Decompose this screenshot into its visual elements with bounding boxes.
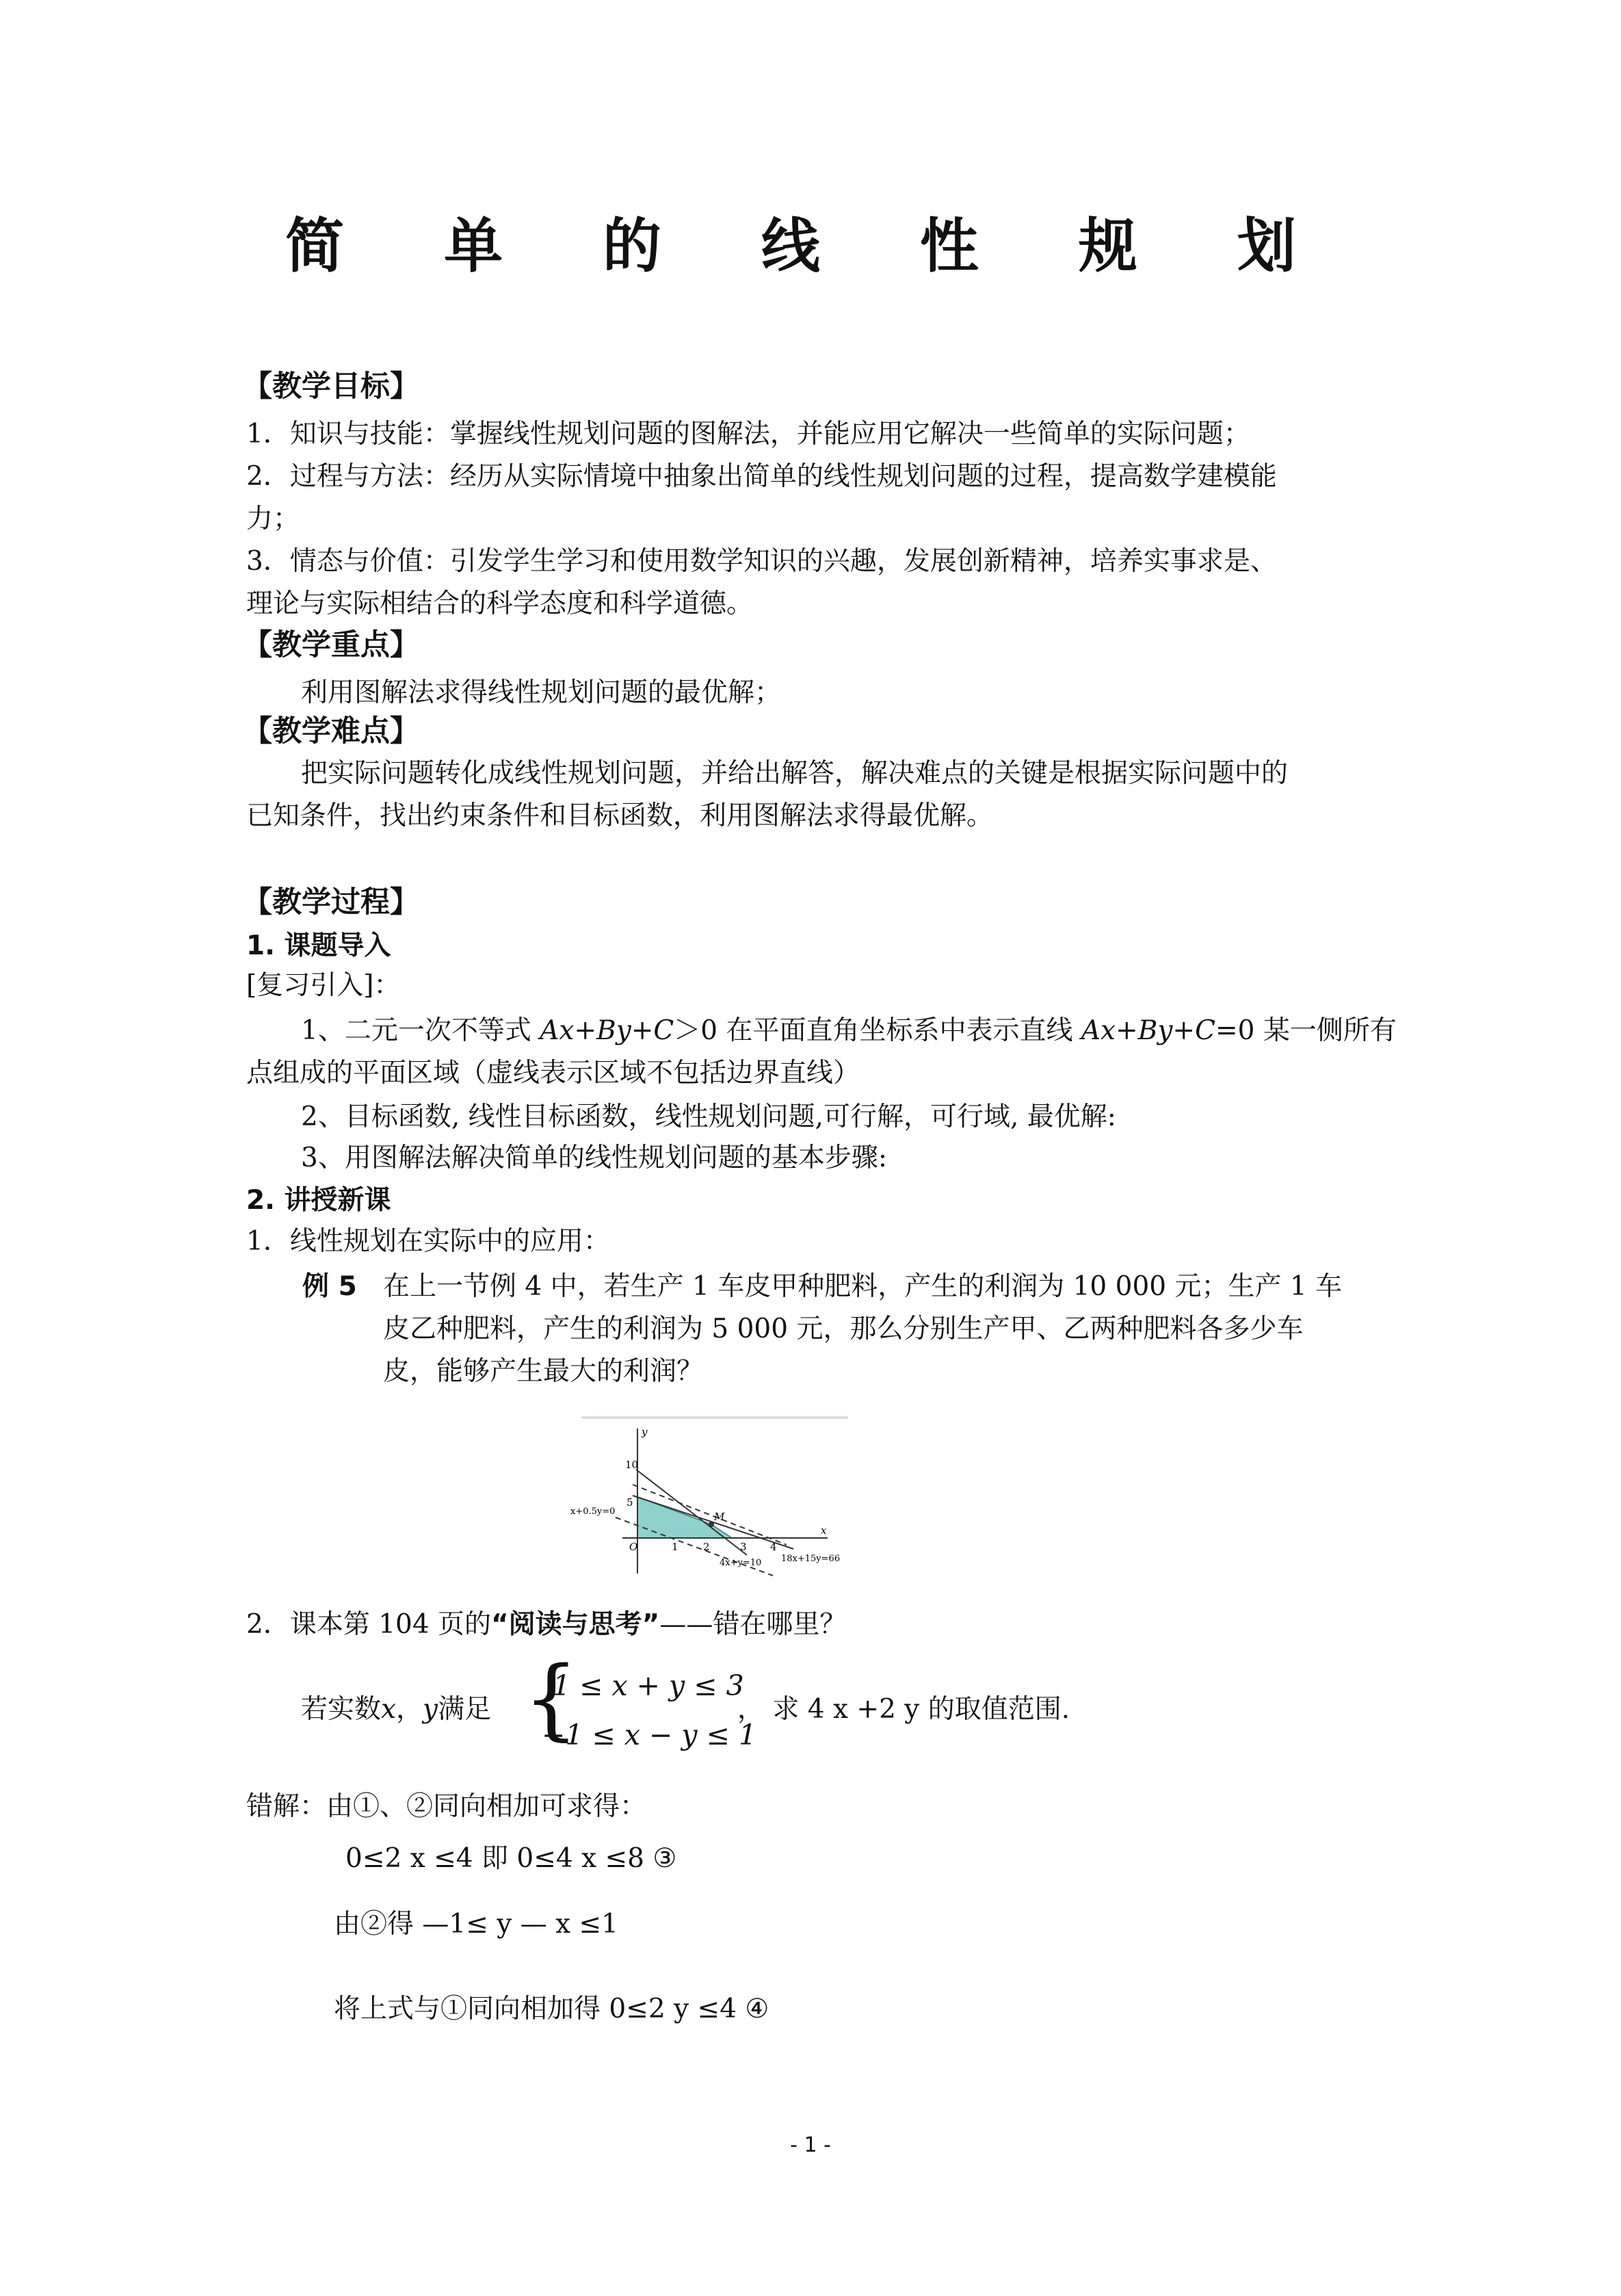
reading-heading [246,1609,846,1641]
wrong-solution-intro: 错解：由①、②同向相加可求得： [246,1791,647,1822]
condition-intro [301,1694,491,1726]
example-text-1: 在上一节例 4 中，若生产 1 车皮甲种肥料，产生的利润为 10 000 元；生产 1 车 [383,1271,1343,1302]
objective-item-2: 2．过程与方法：经历从实际情境中抽象出简单的线性规划问题的过程，提高数学建模能 [246,461,1277,492]
point-m [709,1522,714,1527]
point-m-label: M [714,1511,725,1523]
line-label-18x-15y: 18x+15y=66 [781,1554,841,1564]
tick-5: 5 [627,1496,633,1509]
cond-x: x [381,1694,397,1725]
tick-2: 2 [703,1541,710,1553]
section-2-heading: 2. 讲授新课 [246,1185,391,1216]
reading-pre: 2．课本第 104 页的 [246,1609,492,1640]
review-item-1-cont: 点组成的平面区域（虚线表示区域不包括边界直线） [246,1058,860,1088]
example-text-3: 皮，能够产生最大的利润？ [383,1356,704,1387]
page-title: 简 单 的 线 性 规 划 [285,212,1336,281]
objective-item-2-cont: 力； [246,504,300,534]
tick-1: 1 [672,1541,678,1553]
section-1-heading: 1. 课题导入 [246,930,391,961]
review-label: [复习引入]： [246,970,401,1001]
tick-3: 3 [740,1541,747,1553]
example-text-2: 皮乙种肥料，产生的利润为 5 000 元，那么分别生产甲、乙两种肥料各多少车 [383,1314,1304,1344]
origin-label: O [629,1541,638,1553]
line-label-4x-y: 4x+y=10 [720,1558,762,1568]
tick-4: 4 [770,1541,777,1553]
objective-item-1: 1．知识与技能：掌握线性规划问题的图解法，并能应用它解决一些简单的实际问题； [246,419,1250,449]
feasible-region-figure [568,1415,869,1586]
y-axis-label: y [642,1426,648,1438]
wrong-step-3: 将上式与①同向相加得 0≤2 y ≤4 ④ [334,1994,769,2024]
wrong-step-1: 0≤2 x ≤4 即 0≤4 x ≤8 ③ [345,1843,677,1874]
x-axis-label: x [821,1524,827,1537]
page-number: - 1 - [790,2133,831,2157]
cond-comma: ， [396,1694,423,1725]
reading-quote: “阅读与思考” [491,1609,660,1640]
reading-post: ——错在哪里？ [659,1609,847,1640]
expression-line: Ax+By+C [1081,1015,1215,1046]
difficulties-text-cont: 已知条件，找出约束条件和目标函数，利用图解法求得最优解。 [246,800,994,831]
key-points-text: 利用图解法求得线性规划问题的最优解； [301,677,782,708]
key-points-header: 【教学重点】 [243,628,419,662]
difficulties-header: 【教学难点】 [243,714,419,748]
difficulties-text: 把实际问题转化成线性规划问题，并给出解答，解决难点的关键是根据实际问题中的 [301,758,1289,789]
dashed-line-label: x+0.5y=0 [570,1506,616,1517]
review-item-1-pre: 1、二元一次不等式 [301,1015,540,1046]
application-heading: 1．线性规划在实际中的应用： [246,1226,610,1257]
review-item-1 [301,1015,1397,1047]
example-label: 例 5 [302,1271,357,1302]
cond-y: y [423,1694,438,1725]
objective-item-3-cont: 理论与实际相结合的科学态度和科学道德。 [246,588,754,619]
inequality-1: 1 ≤ x + y ≤ 3 [553,1669,744,1702]
review-item-2: 2、目标函数, 线性目标函数，线性规划问题,可行解，可行域, 最优解: [301,1101,1116,1132]
tick-10: 10 [625,1459,639,1471]
objectives-header: 【教学目标】 [243,369,419,404]
cond-pre: 若实数 [301,1694,382,1725]
review-item-1-post: =0 某一侧所有 [1215,1015,1397,1046]
objective-item-3: 3．情态与价值：引发学生学习和使用数学知识的兴趣，发展创新精神，培养实事求是、 [246,546,1277,577]
wrong-step-2: 由②得 —1≤ y — x ≤1 [334,1909,618,1940]
process-header: 【教学过程】 [243,885,419,919]
range-question: ， 求 4 x +2 y 的取值范围. [737,1694,1070,1725]
system-brace: { [523,1648,579,1750]
review-item-3: 3、用图解法解决简单的线性规划问题的基本步骤: [301,1143,887,1173]
inequality-2: −1 ≤ x − y ≤ 1 [542,1719,757,1751]
expression-ax-by-c: Ax+By+C [540,1015,674,1046]
cond-mid: 满足 [438,1694,492,1725]
review-item-1-mid: ＞0 在平面直角坐标系中表示直线 [674,1015,1081,1046]
